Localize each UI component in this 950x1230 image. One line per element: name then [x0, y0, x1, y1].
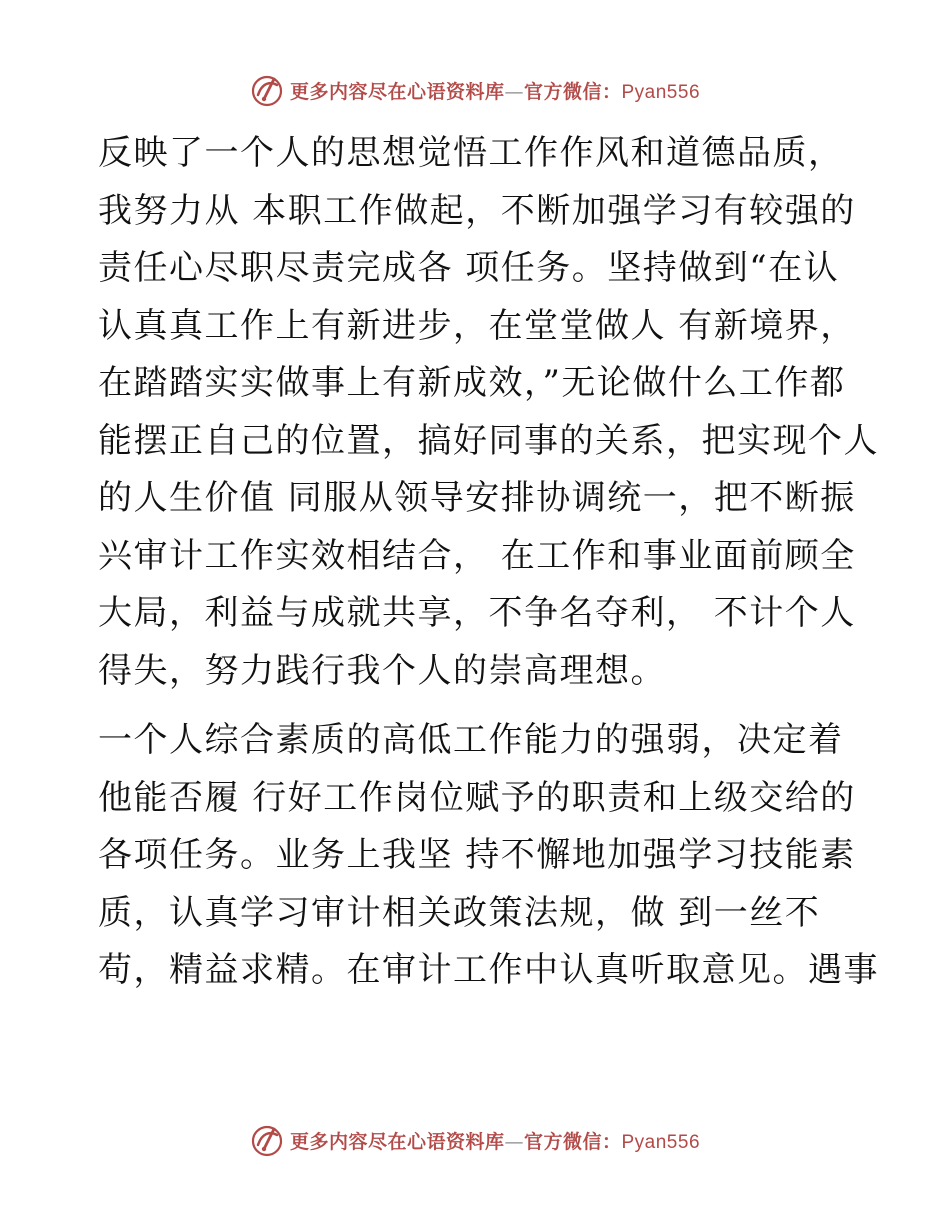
- footer-brand: 更多内容尽在心语资料库: [289, 1130, 505, 1153]
- footer-watermark-text: [290, 1127, 700, 1154]
- header-contact-id: Pyan556: [621, 81, 701, 103]
- brand-logo-icon: [250, 73, 284, 107]
- header-watermark: [0, 72, 950, 108]
- text-line: 反映了一个人的思想觉悟工作作风和道德品质，: [98, 133, 844, 173]
- text-line: 苟，精益求精。在审计工作中认真听取意见。遇事: [98, 950, 879, 990]
- document-body: [98, 125, 879, 1000]
- text-line: 能摆正自己的位置，搞好同事的关系，把实现个人: [98, 420, 879, 461]
- text-line: 兴审计工作实效相结合， 在工作和事业面前顾全: [98, 535, 856, 576]
- footer-contact-id: Pyan556: [621, 1131, 701, 1153]
- text-line: 在踏踏实实做事上有新成效，”无论做什么工作都: [98, 363, 846, 403]
- footer-separator: —: [504, 1130, 524, 1153]
- text-line: 的人生价值 同服从领导安排协调统一，把不断振: [98, 478, 856, 518]
- text-line: 得失，努力践行我个人的崇高理想。: [98, 650, 666, 691]
- header-watermark-text: [290, 77, 700, 104]
- header-brand: 更多内容尽在心语资料库: [289, 80, 505, 103]
- text-line: 各项任务。业务上我坚 持不懈地加强学习技能素: [98, 835, 856, 875]
- text-line: 我努力从 本职工作做起，不断加强学习有较强的: [98, 190, 856, 231]
- footer-contact-label: 官方微信：: [523, 1130, 622, 1153]
- brand-logo-icon: [250, 1123, 284, 1157]
- header-contact-label: 官方微信：: [523, 80, 622, 103]
- text-line: 大局，利益与成就共享，不争名夺利， 不计个人: [98, 593, 856, 633]
- text-line: 一个人综合素质的高低工作能力的强弱，决定着: [98, 720, 844, 760]
- footer-watermark: [0, 1122, 950, 1158]
- header-separator: —: [504, 80, 524, 103]
- text-line: 质，认真学习审计相关政策法规，做 到一丝不: [98, 892, 821, 933]
- text-line: 认真真工作上有新进步，在堂堂做人 有新境界，: [98, 305, 856, 346]
- paragraph-2: [98, 712, 879, 1000]
- text-line: 他能否履 行好工作岗位赋予的职责和上级交给的: [98, 777, 856, 818]
- text-line: 责任心尽职尽责完成各 项任务。坚持做到“在认: [98, 248, 840, 288]
- paragraph-1: [98, 125, 879, 700]
